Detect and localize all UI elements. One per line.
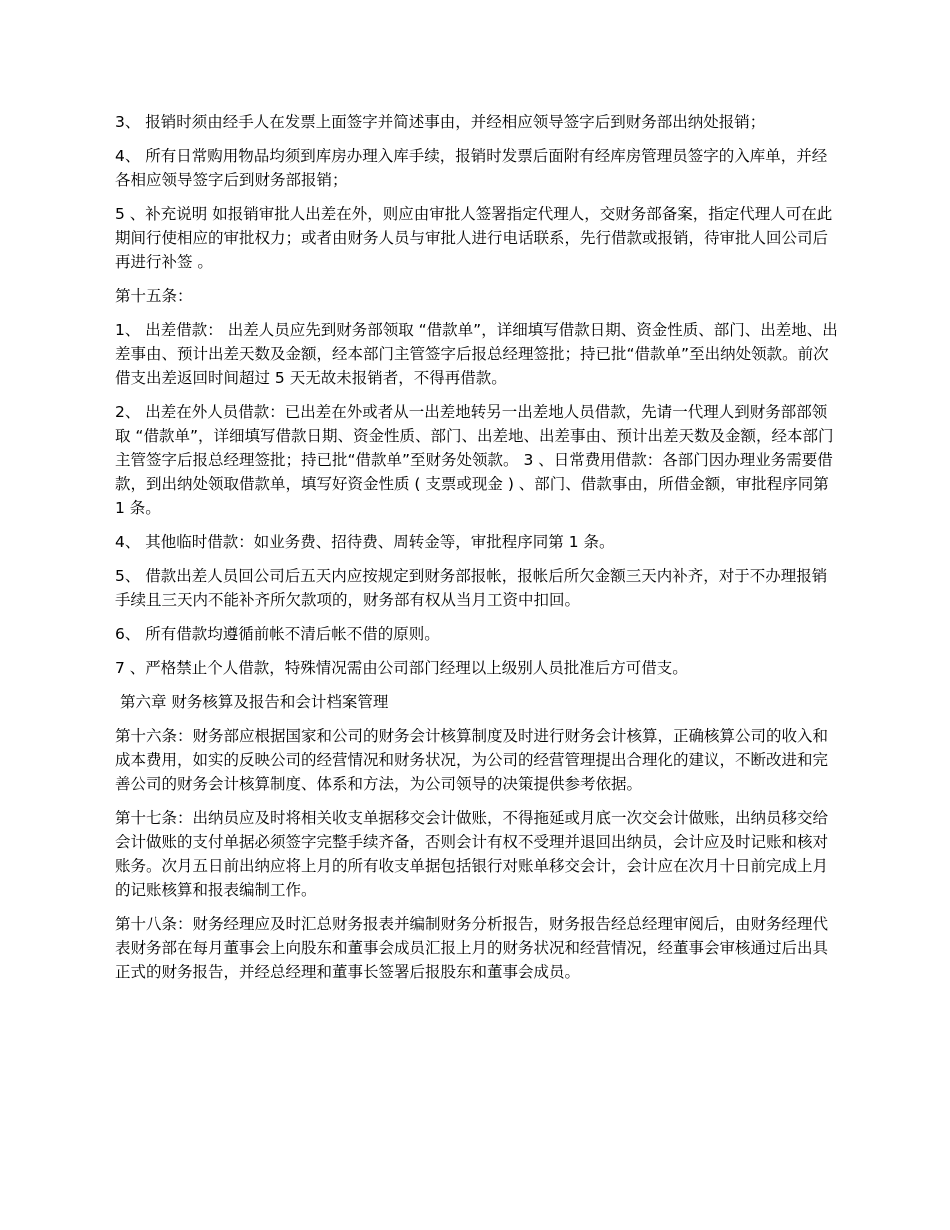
paragraph-loan-principle: 6、 所有借款均遵循前帐不清后帐不借的原则。 [115, 625, 440, 643]
paragraph-off-site-loan: 2、 出差在外人员借款：已出差在外或者从一出差地转另一出差地人员借款，先请一代理人到财务部部领取 “借款单”，详细填写借款日期、资金性质、部门、出差地、出差事由、预计出差天数及金额，经本部门主管签字后报总经理签批；持已批“借款单”至财务处领款。 3 、日常费用借款：各部门因办理业务需要借款，到出纳处领取借款单，填写好资金性质 ( 支票或现金 ) 、部门、借款事由，所借金额，审批程序同第 1 条。 [115, 403, 834, 517]
paragraph-warehouse-entry: 4、 所有日常购用物品均须到库房办理入库手续，报销时发票后面附有经库房管理员签字的入库单，并经各相应领导签字后到财务部报销； [115, 147, 828, 189]
chapter-6-heading: 第六章 财务核算及报告和会计档案管理 [120, 693, 389, 711]
paragraph-supplementary-note: 5 、补充说明 如报销审批人出差在外，则应由审批人签署指定代理人，交财务部备案，指定代理人可在此期间行使相应的审批权力；或者由财务人员与审批人进行电话联系，先行借款或报销，待审批人回公司后再进行补签 。 [115, 205, 833, 271]
paragraph-reimbursement-signature: 3、 报销时须由经手人在发票上面签字并简述事由，并经相应领导签字后到财务部出纳处报销； [115, 113, 766, 131]
article-17: 第十七条：出纳员应及时将相关收支单据移交会计做账，不得拖延或月底一次交会计做账，出纳员移交给会计做账的支付单据必须签字完整手续齐备，否则会计有权不受理并退回出纳员，会计应及时记账和核对账务。次月五日前出纳应将上月的所有收支单据包括银行对账单移交会计，会计应在次月十日前完成上月的记账核算和报表编制工作。 [115, 809, 829, 899]
paragraph-loan-settlement: 5、 借款出差人员回公司后五天内应按规定到财务部报帐，报帐后所欠金额三天内补齐，对于不办理报销手续且三天内不能补齐所欠款项的，财务部有权从当月工资中扣回。 [115, 567, 828, 609]
article-18: 第十八条：财务经理应及时汇总财务报表并编制财务分析报告，财务报告经总经理审阅后，由财务经理代表财务部在每月董事会上向股东和董事会成员汇报上月的财务状况和经营情况，经董事会审核通过后出具正式的财务报告，并经总经理和董事长签署后报股东和董事会成员。 [115, 915, 829, 981]
article-15-heading: 第十五条： [115, 287, 193, 305]
document-body [115, 110, 840, 994]
paragraph-personal-loan-ban: 7 、严格禁止个人借款，特殊情况需由公司部门经理以上级别人员批准后方可借支。 [115, 659, 688, 677]
paragraph-temporary-loan: 4、 其他临时借款：如业务费、招待费、周转金等，审批程序同第 1 条。 [115, 533, 615, 551]
article-16: 第十六条：财务部应根据国家和公司的财务会计核算制度及时进行财务会计核算，正确核算公司的收入和成本费用，如实的反映公司的经营情况和财务状况，为公司的经营管理提出合理化的建议，不断改进和完善公司的财务会计核算制度、体系和方法，为公司领导的决策提供参考依据。 [115, 727, 829, 793]
paragraph-travel-loan: 1、 出差借款： 出差人员应先到财务部领取 “借款单”，详细填写借款日期、资金性质、部门、出差地、出差事由、预计出差天数及金额，经本部门主管签字后报总经理签批；持已批“借款单”至出纳处领款。前次借支出差返回时间超过 5 天无故未报销者，不得再借款。 [115, 321, 838, 387]
